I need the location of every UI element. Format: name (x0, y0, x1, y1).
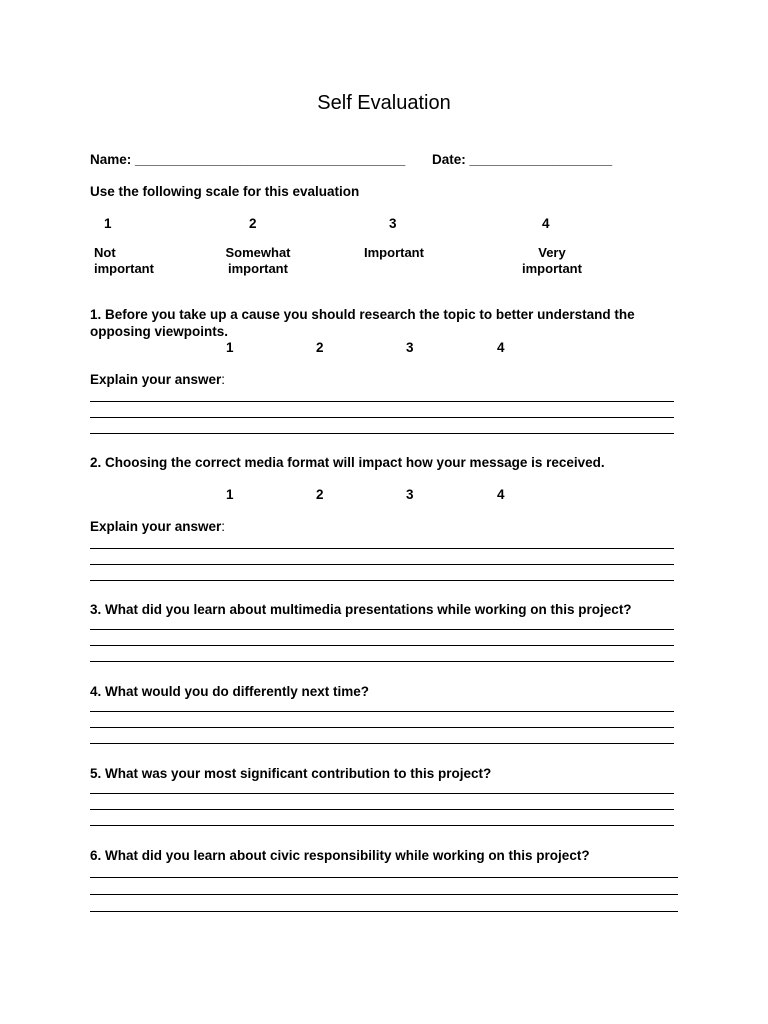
q2-answer-line-1[interactable] (90, 548, 674, 549)
q2-answer-line-2[interactable] (90, 564, 674, 565)
q5-answer-line-1[interactable] (90, 793, 674, 794)
question-2: 2. Choosing the correct media format will impact how your message is received. (90, 455, 605, 470)
q1-rating-4: 4 (497, 340, 505, 355)
scale-label-3 (354, 245, 434, 261)
question-4: 4. What would you do differently next time? (90, 684, 370, 699)
q1-rating-1: 1 (226, 340, 234, 355)
scale-number-4: 4 (542, 216, 550, 231)
scale-label-4-line1: Very (538, 245, 566, 260)
q6-answer-line-3[interactable] (90, 911, 678, 912)
date-field-label: Date: ___________________ (432, 152, 613, 167)
q1-explain-colon: : (221, 372, 226, 387)
scale-label-1 (94, 245, 154, 277)
question-6: 6. What did you learn about civic responsibility while working on this project? (90, 848, 590, 863)
q2-answer-line-3[interactable] (90, 580, 674, 581)
scale-label-2-line2: important (228, 261, 288, 276)
q1-rating-3: 3 (406, 340, 414, 355)
q5-answer-line-2[interactable] (90, 809, 674, 810)
q6-answer-line-1[interactable] (90, 877, 678, 878)
question-3: 3. What did you learn about multimedia presentations while working on this project? (90, 602, 632, 617)
name-field-label: Name: ____________________________________ (90, 152, 406, 167)
q6-answer-line-2[interactable] (90, 894, 678, 895)
q3-answer-line-1[interactable] (90, 629, 674, 630)
question-1: 1. Before you take up a cause you should research the topic to better understand the opposing viewpoints. (90, 307, 635, 339)
scale-label-1-line2: important (94, 261, 154, 276)
q4-answer-line-1[interactable] (90, 711, 674, 712)
q2-explain-text: Explain your answer (90, 519, 222, 534)
scale-number-1: 1 (104, 216, 112, 231)
q1-answer-line-2[interactable] (90, 417, 674, 418)
q5-answer-line-3[interactable] (90, 825, 674, 826)
scale-number-3: 3 (389, 216, 397, 231)
q1-rating-2: 2 (316, 340, 324, 355)
q4-answer-line-2[interactable] (90, 727, 674, 728)
q2-explain-label (90, 519, 225, 534)
q3-answer-line-2[interactable] (90, 645, 674, 646)
q1-answer-line-1[interactable] (90, 401, 674, 402)
q2-rating-3: 3 (406, 487, 414, 502)
q2-rating-2: 2 (316, 487, 324, 502)
scale-number-2: 2 (249, 216, 257, 231)
scale-label-4-line2: important (522, 261, 582, 276)
scale-label-2-line1: Somewhat (225, 245, 291, 260)
page-title: Self Evaluation (317, 92, 451, 114)
q4-answer-line-3[interactable] (90, 743, 674, 744)
q2-rating-1: 1 (226, 487, 234, 502)
q3-answer-line-3[interactable] (90, 661, 674, 662)
q1-explain-text: Explain your answer (90, 372, 222, 387)
scale-label-4 (512, 245, 592, 277)
scale-label-3-line1: Important (364, 245, 424, 260)
scale-label-2 (218, 245, 298, 277)
scale-label-1-line1: Not (94, 245, 116, 260)
scale-instructions: Use the following scale for this evaluation (90, 184, 360, 199)
q2-rating-4: 4 (497, 487, 505, 502)
question-5: 5. What was your most significant contribution to this project? (90, 766, 492, 781)
q2-explain-colon: : (221, 519, 226, 534)
q1-answer-line-3[interactable] (90, 433, 674, 434)
q1-explain-label (90, 372, 225, 387)
